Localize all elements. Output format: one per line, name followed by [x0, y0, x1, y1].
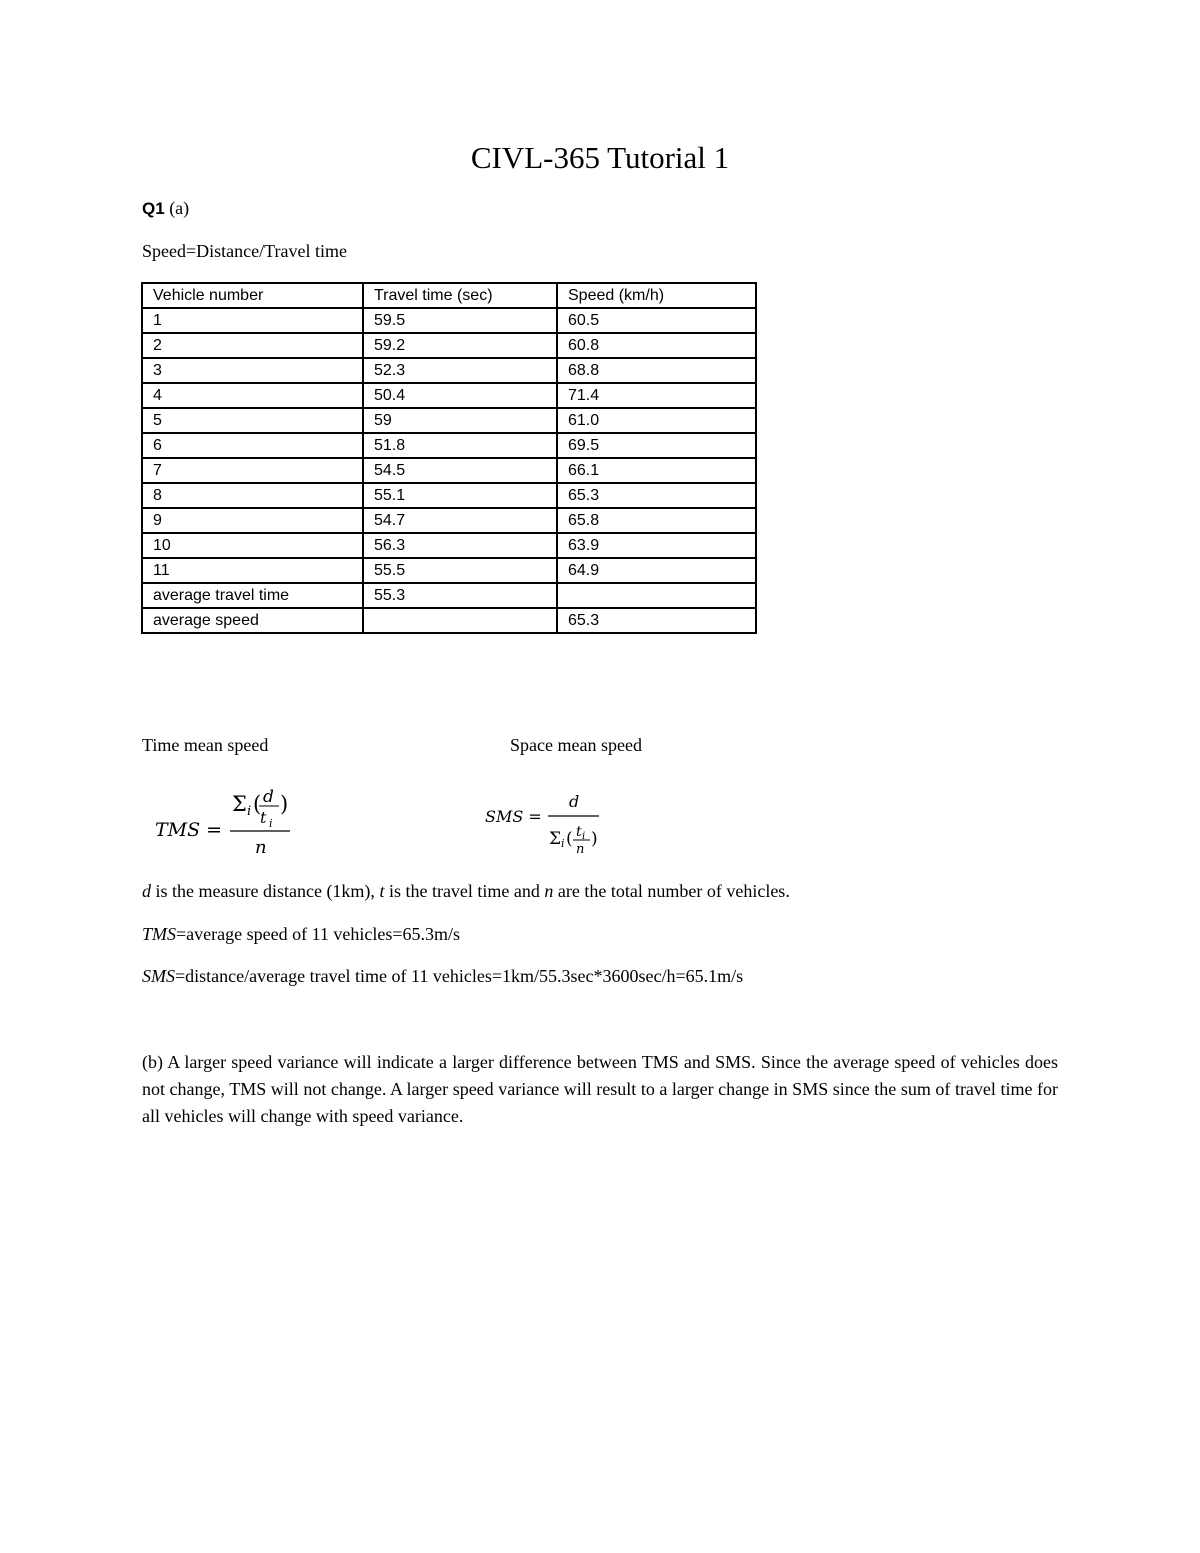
var-n-text: are the total number of vehicles. [553, 881, 790, 901]
tms-lhs: TMS = [155, 819, 223, 841]
table-cell: 64.9 [557, 558, 756, 583]
var-n: n [544, 881, 554, 901]
var-d-text: is the measure distance (1km), [151, 881, 380, 901]
tms-sigma-index: i [247, 804, 252, 819]
table-cell: 59.5 [363, 308, 557, 333]
table-cell: 71.4 [557, 383, 756, 408]
table-cell: 55.1 [363, 483, 557, 508]
table-cell: 65.8 [557, 508, 756, 533]
table-cell: 3 [142, 358, 363, 383]
table-cell: 61.0 [557, 408, 756, 433]
tms-inner-den-sub: i [269, 817, 273, 830]
tms-result-text: =average speed of 11 vehicles=65.3m/s [176, 924, 461, 944]
q1-part-a: (a) [169, 198, 190, 218]
table-cell: 60.5 [557, 308, 756, 333]
sms-sigma: Σ [549, 829, 562, 849]
var-t-text: is the travel time and [384, 881, 545, 901]
sms-result-text: =distance/average travel time of 11 vehicles=1km/55.3sec*3600sec/h=65.1m/s [175, 966, 744, 986]
header-speed: Speed (km/h) [557, 283, 756, 308]
table-cell: 6 [142, 433, 363, 458]
q1-number: Q1 [142, 199, 165, 218]
table-cell: 5 [142, 408, 363, 433]
table-row [142, 558, 756, 583]
table-cell: 11 [142, 558, 363, 583]
table-row [142, 333, 756, 358]
table-cell: 65.3 [557, 483, 756, 508]
header-travel-time: Travel time (sec) [363, 283, 557, 308]
table-cell: 54.5 [363, 458, 557, 483]
table-header-row [142, 283, 756, 308]
table-cell: 55.5 [363, 558, 557, 583]
sms-inner-denominator: n [576, 842, 585, 855]
table-cell: average speed [142, 608, 363, 633]
table-cell [557, 583, 756, 608]
speed-table [141, 282, 757, 634]
table-cell: 66.1 [557, 458, 756, 483]
sms-close-paren: ) [591, 829, 598, 849]
sms-open-paren: ( [566, 829, 573, 849]
table-cell: 2 [142, 333, 363, 358]
sms-equation [485, 785, 615, 855]
table-cell: 55.3 [363, 583, 557, 608]
table-row [142, 433, 756, 458]
tms-denominator: n [255, 837, 267, 858]
tms-inner-numerator: d [263, 787, 274, 807]
var-d: d [142, 881, 151, 901]
speed-formula: Speed=Distance/Travel time [142, 241, 347, 261]
table-cell [363, 608, 557, 633]
sms-sigma-index: i [561, 837, 565, 850]
page-title: CIVL-365 Tutorial 1 [470, 140, 730, 175]
table-cell: 7 [142, 458, 363, 483]
tms-var: TMS [142, 924, 177, 944]
var-t: t [379, 881, 385, 901]
q1-heading [142, 198, 189, 219]
table-cell: 56.3 [363, 533, 557, 558]
table-cell: 65.3 [557, 608, 756, 633]
table-row [142, 358, 756, 383]
table-cell: 9 [142, 508, 363, 533]
sms-var: SMS [142, 966, 175, 986]
sms-numerator: d [569, 792, 580, 811]
table-cell: 52.3 [363, 358, 557, 383]
table-cell: 59.2 [363, 333, 557, 358]
table-row [142, 408, 756, 433]
sms-result [142, 966, 743, 987]
table-row [142, 483, 756, 508]
table-row [142, 308, 756, 333]
table-row-average-travel-time [142, 583, 756, 608]
table-cell: 4 [142, 383, 363, 408]
header-vehicle-number: Vehicle number [142, 283, 363, 308]
table-cell: 51.8 [363, 433, 557, 458]
table-cell: 60.8 [557, 333, 756, 358]
tms-open-paren: ( [253, 792, 262, 816]
sms-lhs: SMS = [485, 807, 542, 826]
table-cell: 10 [142, 533, 363, 558]
tms-close-paren: ) [280, 792, 289, 816]
table-row-average-speed [142, 608, 756, 633]
table-row [142, 508, 756, 533]
table-cell: 54.7 [363, 508, 557, 533]
tms-equation [155, 785, 305, 860]
table-cell: 59 [363, 408, 557, 433]
tms-result [142, 924, 460, 945]
tms-sigma: Σ [232, 792, 247, 816]
variable-definitions [142, 881, 790, 902]
table-cell: 50.4 [363, 383, 557, 408]
table-cell: 1 [142, 308, 363, 333]
table-row [142, 533, 756, 558]
sms-inner-num-sub: i [582, 831, 586, 842]
time-mean-speed-label: Time mean speed [142, 735, 269, 755]
table-cell: average travel time [142, 583, 363, 608]
tms-inner-denominator: t [260, 808, 267, 827]
table-cell: 68.8 [557, 358, 756, 383]
table-row [142, 383, 756, 408]
space-mean-speed-label: Space mean speed [510, 735, 642, 755]
table-cell: 8 [142, 483, 363, 508]
table-cell: 63.9 [557, 533, 756, 558]
table-cell: 69.5 [557, 433, 756, 458]
sms-inner-numerator: t [576, 824, 582, 840]
table-row [142, 458, 756, 483]
part-b-paragraph: (b) A larger speed variance will indicate a larger difference between TMS and SMS. Since the average speed of vehicles does not change, TMS will not change. A larger speed variance will result to a larger change in SMS since the sum of travel time for all vehicles will change with speed variance. [142, 1052, 1058, 1126]
